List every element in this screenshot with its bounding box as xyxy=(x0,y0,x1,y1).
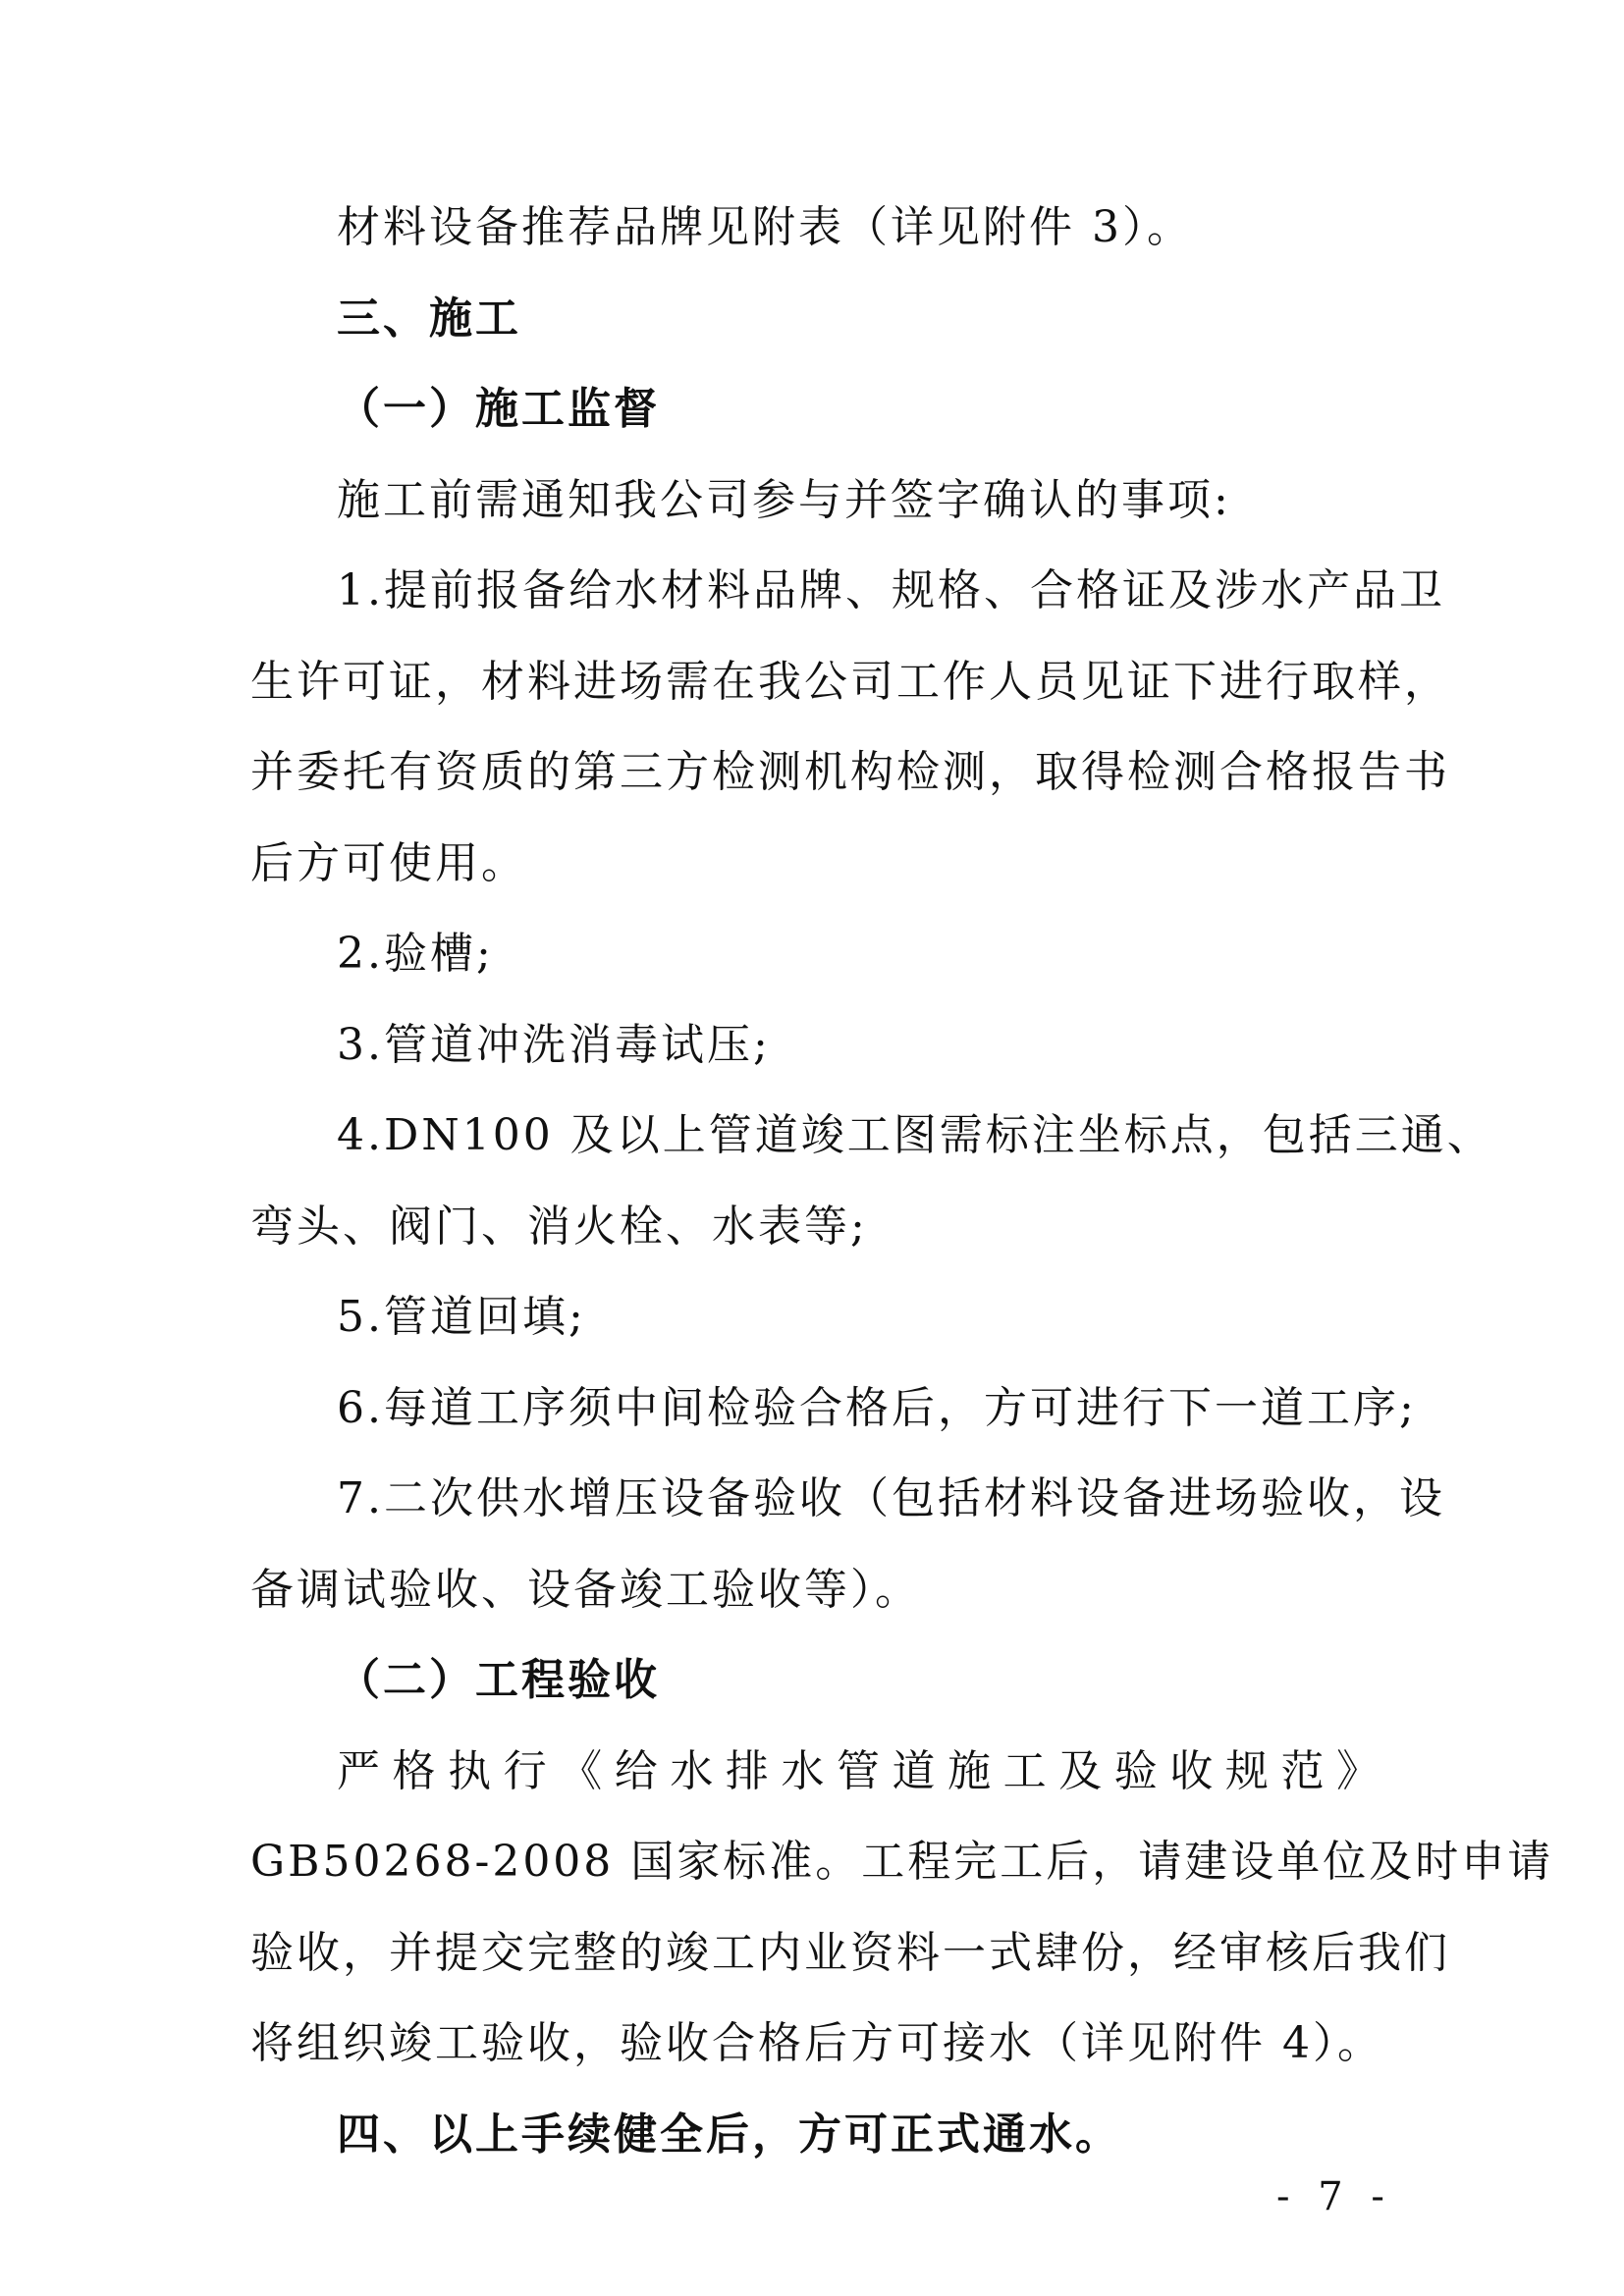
body-line-attachment-3: 材料设备推荐品牌见附表（详见附件 3）。 xyxy=(337,202,1193,252)
list-item-1-line-3: 并委托有资质的第三方检测机构检测，取得检测合格报告书 xyxy=(250,747,1450,797)
subsection-heading-acceptance: （二）工程验收 xyxy=(337,1655,660,1705)
acceptance-line-4: 将组织竣工验收，验收合格后方可接水（详见附件 4）。 xyxy=(250,2018,1383,2068)
acceptance-line-1: 严格执行《给水排水管道施工及验收规范》 xyxy=(337,1746,1382,1796)
list-item-4-line-1: 4.DN100 及以上管道竣工图需标注坐标点，包括三通、 xyxy=(337,1110,1493,1160)
list-item-6: 6.每道工序须中间检验合格后，方可进行下一道工序; xyxy=(337,1383,1417,1433)
list-item-3: 3.管道冲洗消毒试压; xyxy=(337,1020,771,1070)
list-item-1-line-1: 1.提前报备给水材料品牌、规格、合格证及涉水产品卫 xyxy=(337,565,1445,615)
body-line-notice: 施工前需通知我公司参与并签字确认的事项: xyxy=(337,475,1231,525)
acceptance-line-3: 验收，并提交完整的竣工内业资料一式肆份，经审核后我们 xyxy=(250,1928,1450,1978)
list-item-7-line-1: 7.二次供水增压设备验收（包括材料设备进场验收，设 xyxy=(337,1473,1445,1523)
list-item-4-line-2: 弯头、阀门、消火栓、水表等; xyxy=(250,1201,868,1252)
list-item-2: 2.验槽; xyxy=(337,929,494,979)
list-item-5: 5.管道回填; xyxy=(337,1292,586,1342)
list-item-7-line-2: 备调试验收、设备竣工验收等）。 xyxy=(250,1565,921,1615)
acceptance-line-2: GB50268-2008 国家标准。工程完工后，请建设单位及时申请 xyxy=(250,1837,1554,1887)
section-heading-final: 四、以上手续健全后，方可正式通水。 xyxy=(337,2109,1121,2160)
list-item-1-line-2: 生许可证，材料进场需在我公司工作人员见证下进行取样， xyxy=(250,657,1450,707)
list-item-1-line-4: 后方可使用。 xyxy=(250,838,527,888)
page-number: - 7 - xyxy=(1276,2174,1392,2219)
subsection-heading-supervision: （一）施工监督 xyxy=(337,384,660,434)
section-heading-construction: 三、施工 xyxy=(337,294,521,344)
